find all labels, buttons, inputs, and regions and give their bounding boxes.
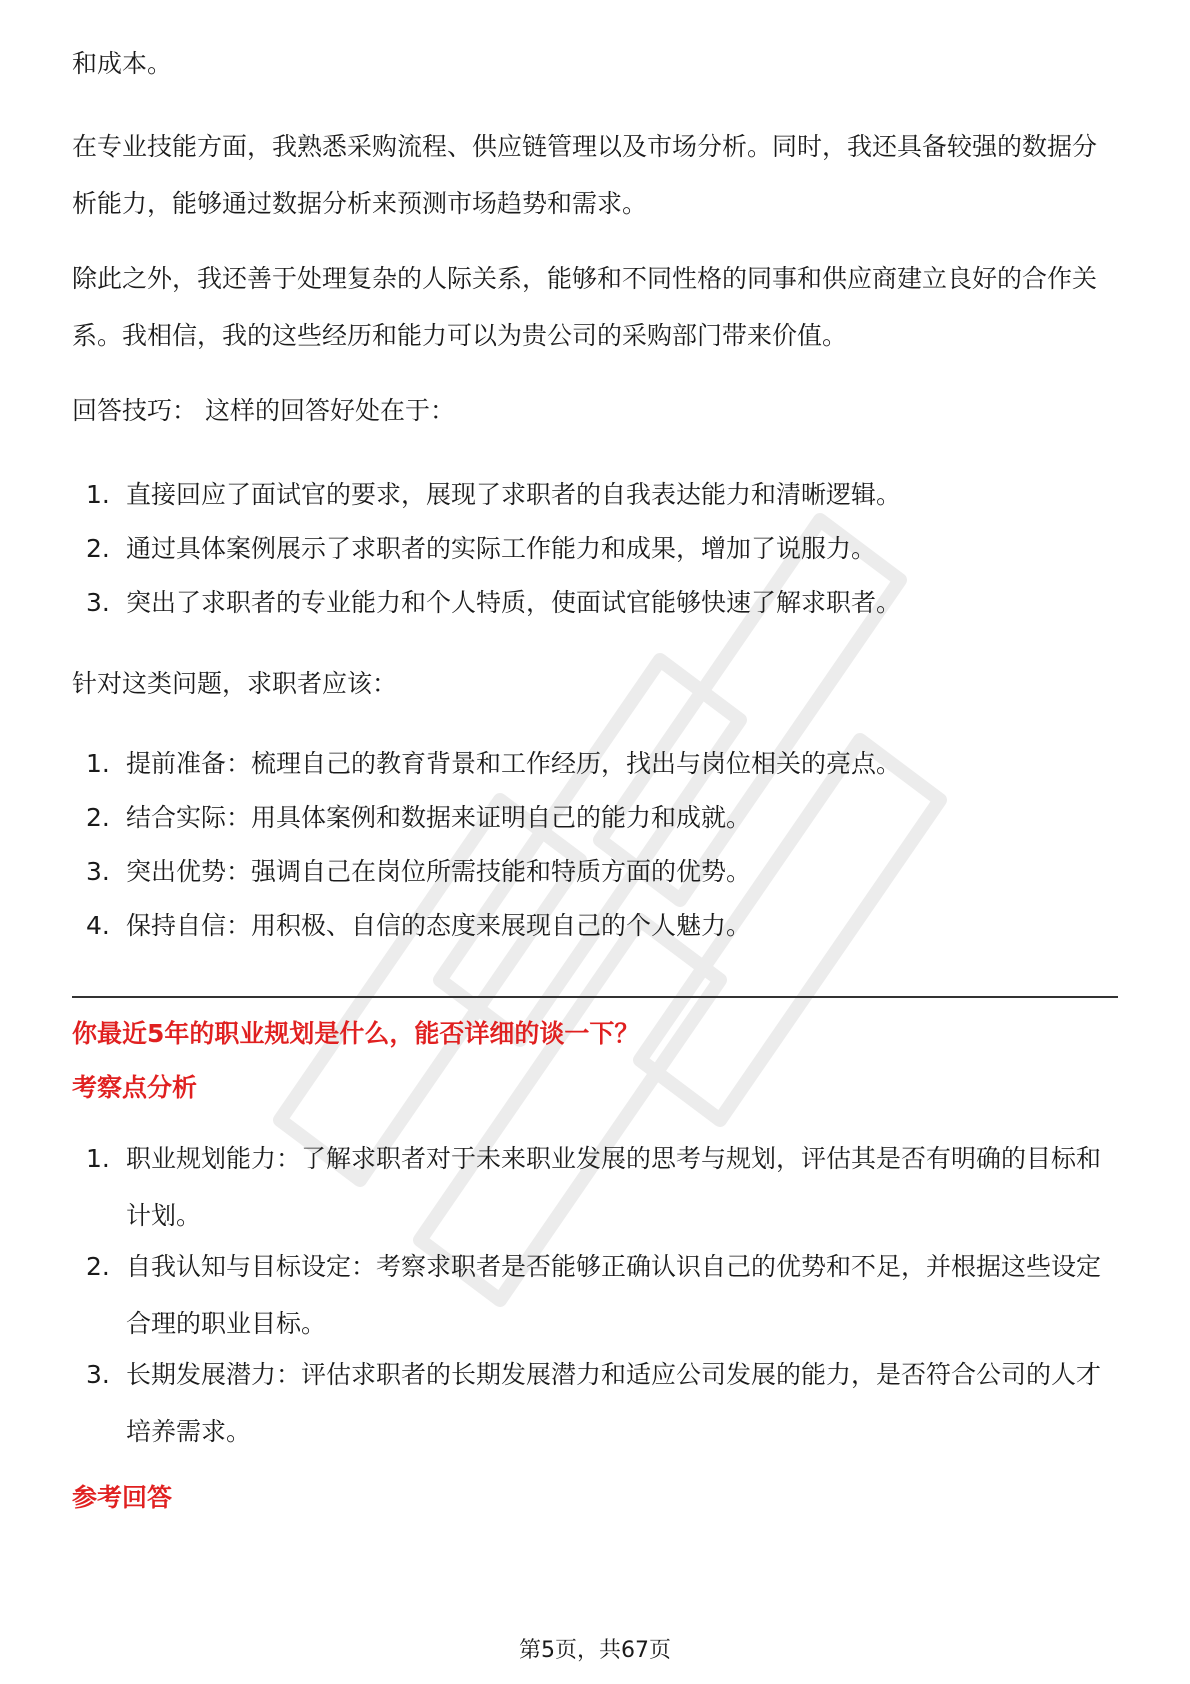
list-item xyxy=(86,1130,1118,1244)
list-item xyxy=(86,520,1118,577)
list-text: 结合实际：用具体案例和数据来证明自己的能力和成就。 xyxy=(126,803,752,832)
list-text: 保持自信：用积极、自信的态度来展现自己的个人魅力。 xyxy=(126,911,752,940)
list-item xyxy=(86,466,1118,523)
list-number: 4. xyxy=(86,911,110,940)
list-item xyxy=(86,735,1118,792)
list-number: 2. xyxy=(86,803,110,832)
page-number-footer: 第5页，共67页 xyxy=(519,1638,671,1663)
question-title: 你最近5年的职业规划是什么，能否详细的谈一下？ xyxy=(72,1019,640,1048)
list-item xyxy=(86,574,1118,631)
paragraph-cost-ending: 和成本。 xyxy=(72,49,173,78)
reference-answer-heading: 参考回答 xyxy=(72,1483,173,1512)
list-text: 提前准备：梳理自己的教育背景和工作经历，找出与岗位相关的亮点。 xyxy=(126,749,902,778)
list-text: 职业规划能力：了解求职者对于未来职业发展的思考与规划，评估其是否有明确的目标和计划。 xyxy=(126,1144,1102,1230)
document-page xyxy=(72,0,1118,1684)
list-text: 突出了求职者的专业能力和个人特质，使面试官能够快速了解求职者。 xyxy=(126,588,902,617)
list-number: 3. xyxy=(86,857,110,886)
paragraph-professional-skills: 在专业技能方面，我熟悉采购流程、供应链管理以及市场分析。同时，我还具备较强的数据分析能力，能够通过数据分析来预测市场趋势和需求。 xyxy=(72,132,1098,218)
paragraph-answer-tips: 回答技巧： 这样的回答好处在于： xyxy=(72,396,455,425)
section-divider xyxy=(72,996,1118,998)
list-number: 3. xyxy=(86,1360,110,1389)
list-number: 1. xyxy=(86,749,110,778)
paragraph-interpersonal: 除此之外，我还善于处理复杂的人际关系，能够和不同性格的同事和供应商建立良好的合作关系。我相信，我的这些经历和能力可以为贵公司的采购部门带来价值。 xyxy=(72,264,1098,350)
list-text: 自我认知与目标设定：考察求职者是否能够正确认识自己的优势和不足，并根据这些设定合理的职业目标。 xyxy=(126,1252,1102,1338)
list-text: 突出优势：强调自己在岗位所需技能和特质方面的优势。 xyxy=(126,857,752,886)
list-text: 长期发展潜力：评估求职者的长期发展潜力和适应公司发展的能力，是否符合公司的人才培养需求。 xyxy=(126,1360,1102,1446)
list-item xyxy=(86,1346,1118,1460)
list-number: 3. xyxy=(86,588,110,617)
list-number: 1. xyxy=(86,480,110,509)
analysis-heading: 考察点分析 xyxy=(72,1073,198,1102)
list-number: 2. xyxy=(86,534,110,563)
list-text: 通过具体案例展示了求职者的实际工作能力和成果，增加了说服力。 xyxy=(126,534,877,563)
list-item xyxy=(86,789,1118,846)
paragraph-candidate-should: 针对这类问题，求职者应该： xyxy=(72,669,398,698)
list-item xyxy=(86,1238,1118,1352)
list-item xyxy=(86,843,1118,900)
list-item xyxy=(86,897,1118,954)
list-number: 1. xyxy=(86,1144,110,1173)
list-number: 2. xyxy=(86,1252,110,1281)
list-text: 直接回应了面试官的要求，展现了求职者的自我表达能力和清晰逻辑。 xyxy=(126,480,902,509)
